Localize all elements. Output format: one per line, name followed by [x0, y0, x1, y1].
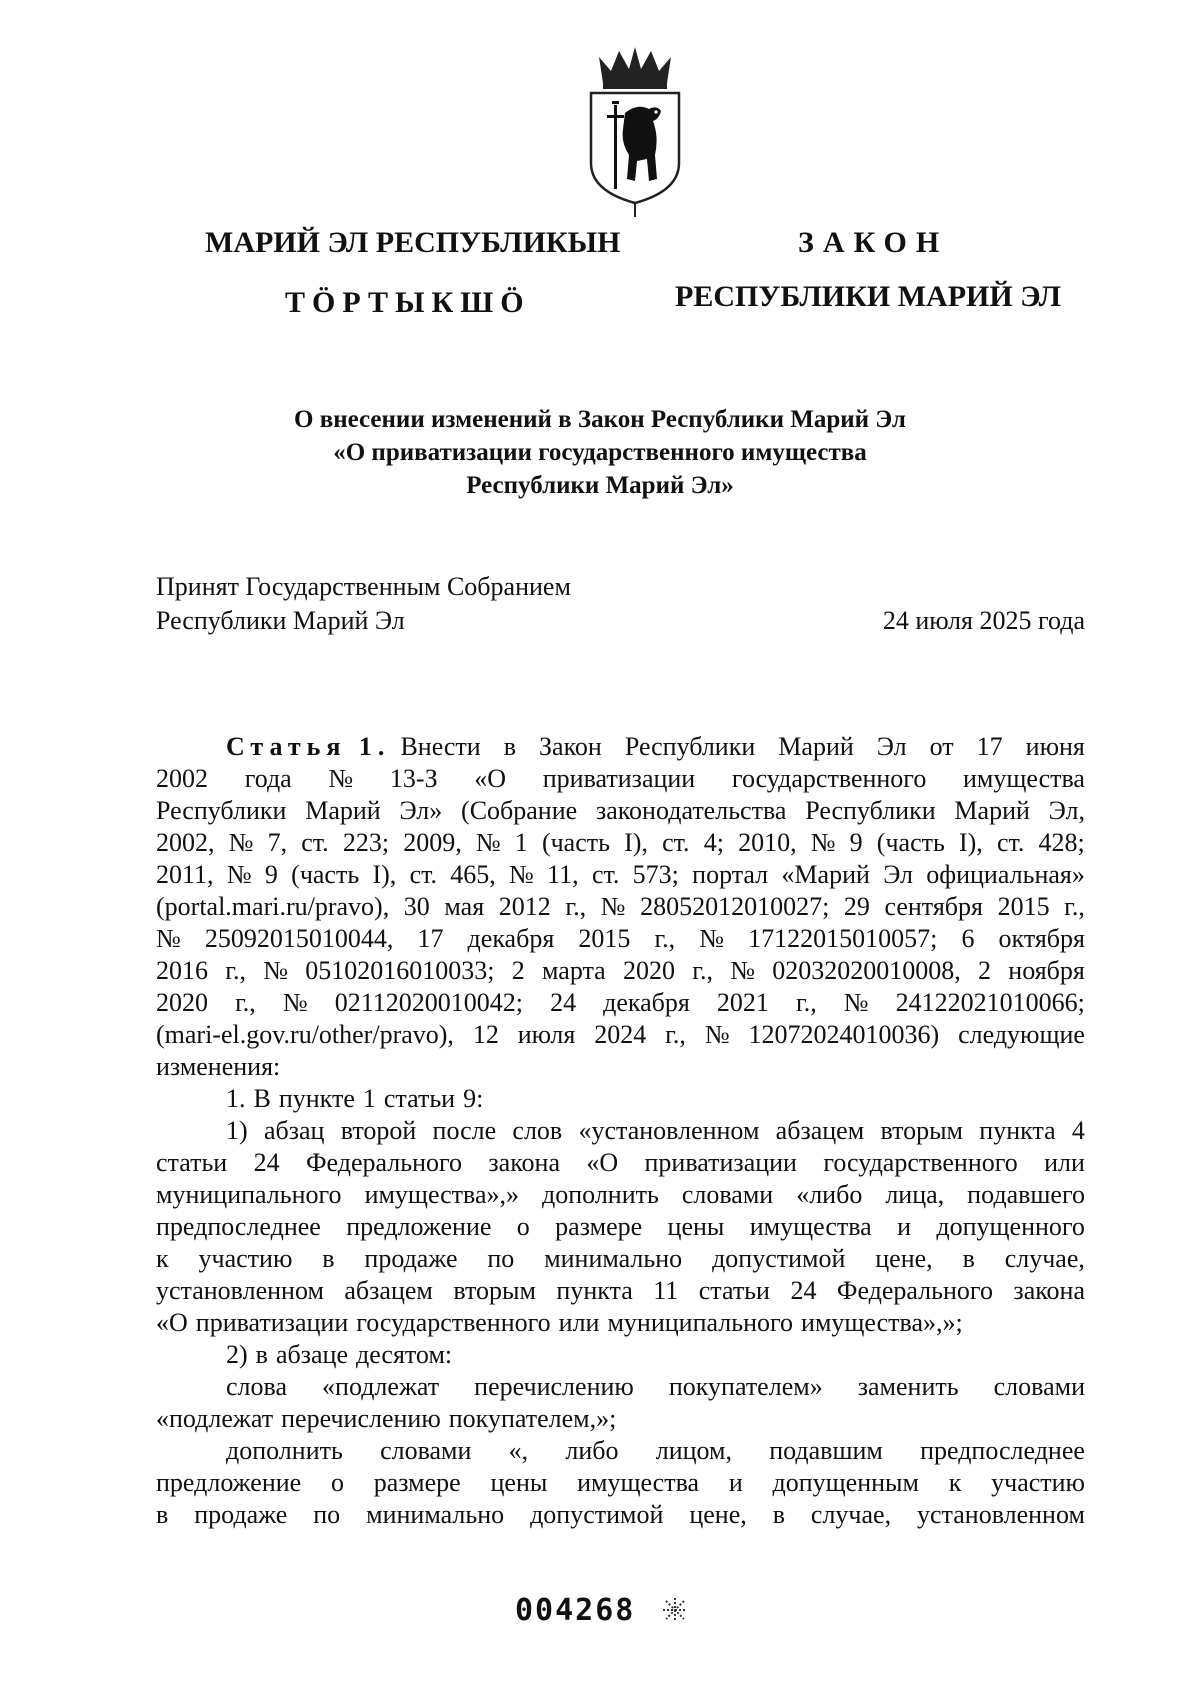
word: декабря: [467, 924, 555, 953]
word: предпоследнее: [920, 1436, 1085, 1465]
word: государственного: [356, 1308, 551, 1337]
word: №: [704, 1020, 730, 1049]
word: цене,: [689, 1500, 747, 1529]
article-body: [156, 731, 1085, 1531]
word: пункта: [979, 1116, 1056, 1145]
word: 9: [264, 860, 278, 889]
word: словами: [681, 1180, 774, 1209]
word: г.,: [235, 988, 256, 1017]
word: «подлежат: [156, 1404, 274, 1433]
word: подавшим: [769, 1436, 883, 1465]
word: приватизации: [542, 764, 696, 793]
word: 2): [226, 1340, 248, 1369]
word: допустимой: [530, 1500, 664, 1529]
word: октября: [998, 924, 1085, 953]
word: «подлежат: [322, 1372, 440, 1401]
word: №: [282, 988, 308, 1017]
word: установленном: [156, 1276, 324, 1305]
text-line: [156, 1019, 1085, 1051]
text-line: [156, 795, 1085, 827]
adoption-line: Республики Марий Эл: [156, 606, 405, 635]
text-line: [156, 1275, 1085, 1307]
word: 2002,: [156, 828, 215, 857]
word: размере: [555, 1212, 643, 1241]
asterisk-icon: [662, 1597, 688, 1623]
word: и: [728, 1468, 743, 1497]
word: в: [322, 1244, 335, 1273]
word: 573;: [632, 860, 679, 889]
word: г.,: [795, 988, 817, 1017]
word: г.,: [692, 956, 713, 985]
word: «Марий: [781, 860, 870, 889]
document-serial-number: 004268: [515, 1593, 636, 1628]
word: словами: [380, 1436, 472, 1465]
word: г.,: [654, 924, 676, 953]
word: перечислению: [474, 1372, 634, 1401]
text-line: [156, 1179, 1085, 1211]
word: Марий: [778, 732, 854, 761]
text-line: [156, 1499, 1085, 1531]
word: Марий: [954, 796, 1030, 825]
word: допустимой: [712, 1244, 846, 1273]
word: 28052012010027;: [640, 892, 830, 921]
word: 2016: [156, 956, 208, 985]
word: 24122021010066;: [895, 988, 1085, 1017]
word: дополнить: [542, 1180, 659, 1209]
word: (часть: [876, 828, 945, 857]
word: №: [509, 860, 534, 889]
word: участию: [198, 1244, 293, 1273]
word: Федерального: [836, 1276, 993, 1305]
word: Эл»: [399, 796, 443, 825]
word: Закон: [539, 732, 602, 761]
word: Республики: [624, 732, 756, 761]
text-line: [156, 1051, 1085, 1083]
word: перечислению: [281, 1404, 441, 1433]
word: Эл: [883, 860, 913, 889]
word: «О: [156, 1308, 188, 1337]
word: 24: [253, 1148, 280, 1177]
word: имущества: [577, 1468, 700, 1497]
word: статьи: [156, 1148, 228, 1177]
word: 9: [849, 828, 863, 857]
word: ст.: [301, 828, 329, 857]
word: участию: [991, 1468, 1085, 1497]
word: портал: [692, 860, 769, 889]
word: муниципального: [607, 1308, 794, 1337]
word: «установленном: [578, 1116, 760, 1145]
word: по: [313, 1500, 341, 1529]
word: к: [156, 1244, 169, 1273]
word: абзацем: [775, 1116, 865, 1145]
word: приватизации: [644, 1148, 797, 1177]
word: покупателем»: [668, 1372, 823, 1401]
word: (mari-el.gov.ru/other/pravo),: [156, 1020, 454, 1049]
word: Республики: [156, 796, 287, 825]
coat-of-arms-icon: [585, 45, 685, 217]
word: Марий: [305, 796, 381, 825]
header-republic-label: РЕСПУБЛИКИ МАРИЙ ЭЛ: [675, 280, 1062, 313]
article-lines: [156, 763, 1085, 1531]
word: 2002: [156, 764, 208, 793]
word: В: [253, 1084, 271, 1113]
word: г.,: [1064, 892, 1085, 921]
word: года: [244, 764, 292, 793]
word: «либо: [796, 1180, 863, 1209]
word: 2021: [716, 988, 769, 1017]
word: 223;: [342, 828, 390, 857]
word: Эл,: [1048, 796, 1085, 825]
word: 2015: [997, 892, 1050, 921]
word: 4;: [703, 828, 724, 857]
word: подавшего: [967, 1180, 1085, 1209]
word: государственного: [731, 764, 927, 793]
word: предложение: [156, 1468, 302, 1497]
text-line: [156, 827, 1085, 859]
text-line: [156, 1083, 1085, 1115]
word: ст.: [409, 860, 438, 889]
word: №: [226, 860, 252, 889]
word: или: [1044, 1148, 1085, 1177]
word: государственного: [823, 1148, 1018, 1177]
word: №: [475, 828, 501, 857]
word: 7,: [267, 828, 288, 857]
word: 2010,: [738, 828, 797, 857]
word: 05102016010033;: [305, 956, 495, 985]
word: 2015: [578, 924, 631, 953]
word: г.,: [225, 956, 246, 985]
word: 1: [362, 1084, 376, 1113]
word: июля: [517, 1020, 576, 1049]
word: I),: [372, 860, 397, 889]
word: Внести: [400, 732, 481, 761]
word: ст.: [591, 860, 620, 889]
document-title: [0, 403, 1200, 502]
title-line: О внесении изменений в Закон Республики Марий Эл: [294, 406, 906, 433]
word: I),: [624, 828, 648, 857]
word: слова: [226, 1372, 287, 1401]
word: декабря: [603, 988, 690, 1017]
word: по: [487, 1244, 515, 1273]
adoption-date: 24 июля 2025 года: [882, 606, 1085, 635]
title-line: Республики Марий Эл»: [466, 472, 734, 499]
word: 13-З: [389, 764, 438, 793]
word: установленном: [917, 1500, 1085, 1529]
word: «О: [474, 764, 507, 793]
word: случае,: [810, 1500, 892, 1529]
word: размере: [373, 1468, 461, 1497]
first-line-justify: [400, 731, 1085, 763]
word: 11: [653, 1276, 679, 1305]
word: десятом:: [356, 1340, 453, 1369]
word: предпоследнее: [156, 1212, 321, 1241]
word: 2020: [156, 988, 208, 1017]
word: 24: [790, 1276, 817, 1305]
word: №: [228, 828, 254, 857]
word: №: [843, 988, 869, 1017]
text-line: [156, 1147, 1085, 1179]
word: и: [897, 1212, 911, 1241]
word: (часть: [541, 828, 610, 857]
word: Республики: [805, 796, 936, 825]
word: №: [699, 924, 725, 953]
word: после: [432, 1116, 497, 1145]
word: 465,: [450, 860, 496, 889]
word: к: [948, 1468, 962, 1497]
word: 2011,: [156, 860, 214, 889]
word: 1: [514, 828, 528, 857]
word: цены: [490, 1468, 548, 1497]
word: или: [558, 1308, 600, 1337]
word: 6: [961, 924, 975, 953]
word: 25092015010044,: [204, 924, 394, 953]
word: либо: [565, 1436, 619, 1465]
word: 29: [843, 892, 870, 921]
word: №: [730, 956, 756, 985]
word: №: [156, 924, 181, 953]
word: случае,: [1004, 1244, 1085, 1273]
word: 2: [978, 956, 992, 985]
word: допущенного: [936, 1212, 1085, 1241]
text-line: [156, 891, 1085, 923]
word: (portal.mari.ru/pravo),: [156, 892, 390, 921]
word: пункте: [278, 1084, 355, 1113]
word: 428;: [1038, 828, 1085, 857]
word: в: [156, 1500, 169, 1529]
word: 1.: [226, 1084, 246, 1113]
word: 2009,: [403, 828, 462, 857]
word: в: [772, 1500, 785, 1529]
word: второй: [340, 1116, 417, 1145]
first-line-text: [400, 731, 1085, 763]
word: в: [503, 732, 516, 761]
word: сентября: [884, 892, 983, 921]
word: продаже: [364, 1244, 458, 1273]
word: г.,: [665, 1020, 686, 1049]
word: имущества»,»: [364, 1180, 520, 1209]
word: (часть: [291, 860, 360, 889]
word: имущества»,»;: [801, 1308, 963, 1337]
word: дополнить: [226, 1436, 343, 1465]
word: 17: [976, 732, 1003, 761]
word: законодательства: [595, 796, 787, 825]
word: о: [516, 1212, 530, 1241]
word: 2020: [622, 956, 675, 985]
word: продаже: [194, 1500, 288, 1529]
article-heading: Статья 1.: [226, 732, 391, 761]
word: 17: [417, 924, 444, 953]
word: от: [929, 732, 954, 761]
word: минимально: [366, 1500, 505, 1529]
word: пункта: [556, 1276, 633, 1305]
text-line: [156, 1211, 1085, 1243]
text-line: [156, 1115, 1085, 1147]
word: в: [255, 1340, 268, 1369]
word: 02032020010008,: [772, 956, 961, 985]
word: цене,: [875, 1244, 933, 1273]
word: официальная»: [926, 860, 1085, 889]
word: изменения:: [156, 1052, 281, 1081]
word: 4: [1071, 1116, 1085, 1145]
text-line: [156, 923, 1085, 955]
word: 30: [403, 892, 430, 921]
word: допущенным: [772, 1468, 919, 1497]
text-line: [156, 1371, 1085, 1403]
text-line: [156, 955, 1085, 987]
header-mari-title-line1: МАРИЙ ЭЛ РЕСПУБЛИКЫН: [205, 226, 621, 259]
word: статьи: [383, 1084, 456, 1113]
word: словами: [993, 1372, 1085, 1401]
word: покупателем,»;: [448, 1404, 617, 1433]
word: (Собрание: [461, 796, 578, 825]
word: Эл: [876, 732, 907, 761]
word: №: [263, 956, 289, 985]
text-line: [156, 763, 1085, 795]
word: мая: [444, 892, 485, 921]
text-line: [156, 1467, 1085, 1499]
text-line: [156, 1435, 1085, 1467]
adoption-note: [156, 570, 571, 638]
word: июня: [1025, 732, 1085, 761]
text-line: [156, 1403, 1085, 1435]
word: имущества: [963, 764, 1085, 793]
word: предложение: [346, 1212, 492, 1241]
word: 12: [472, 1020, 499, 1049]
word: 2: [511, 956, 525, 985]
word: в: [962, 1244, 975, 1273]
word: вторым: [880, 1116, 964, 1145]
word: следующие: [958, 1020, 1085, 1049]
word: о: [330, 1468, 344, 1497]
word: лицом,: [655, 1436, 733, 1465]
word: слов: [512, 1116, 563, 1145]
word: 1): [226, 1116, 248, 1145]
word: приватизации: [195, 1308, 349, 1337]
word: абзацем: [344, 1276, 433, 1305]
text-line: [156, 1339, 1085, 1371]
word: 11,: [547, 860, 579, 889]
article-first-line: [156, 731, 1085, 763]
word: №: [328, 764, 354, 793]
word: статьи: [698, 1276, 770, 1305]
word: 2024: [594, 1020, 647, 1049]
header-mari-title-line2: ТӦРТЫКШӦ: [285, 286, 531, 319]
word: заменить: [857, 1372, 959, 1401]
text-line: [156, 987, 1085, 1019]
word: абзац: [263, 1116, 325, 1145]
adoption-line: Принят Государственным Собранием: [156, 572, 571, 601]
word: лица,: [885, 1180, 945, 1209]
word: Федерального: [305, 1148, 463, 1177]
word: 9:: [463, 1084, 484, 1113]
word: муниципального: [156, 1180, 342, 1209]
word: «О: [586, 1148, 619, 1177]
word: «,: [508, 1436, 529, 1465]
word: цены: [667, 1212, 725, 1241]
header-law-label: ЗАКОН: [798, 226, 949, 259]
word: ст.: [662, 828, 690, 857]
word: марта: [542, 956, 606, 985]
word: вторым: [453, 1276, 536, 1305]
word: ст.: [996, 828, 1025, 857]
title-line: «О приватизации государственного имущества: [333, 439, 867, 466]
word: 12072024010036): [748, 1020, 940, 1049]
word: минимально: [544, 1244, 683, 1273]
text-line: [156, 859, 1085, 891]
word: 02112020010042;: [334, 988, 523, 1017]
word: ноября: [1008, 956, 1085, 985]
word: закона: [1013, 1276, 1085, 1305]
word: закона: [488, 1148, 560, 1177]
word: абзаце: [275, 1340, 348, 1369]
word: 17122015010057;: [748, 924, 938, 953]
text-line: [156, 1307, 1085, 1339]
word: №: [600, 892, 626, 921]
word: 24: [550, 988, 577, 1017]
text-line: [156, 1243, 1085, 1275]
word: 2012: [498, 892, 551, 921]
word: г.,: [565, 892, 587, 921]
word: №: [810, 828, 836, 857]
word: I),: [958, 828, 983, 857]
word: имущества: [749, 1212, 872, 1241]
